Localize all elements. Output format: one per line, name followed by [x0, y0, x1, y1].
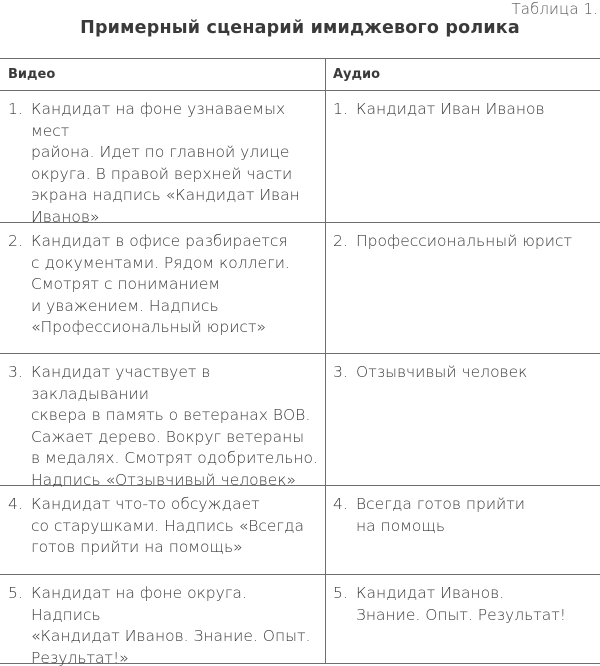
video-item-number: 4.	[8, 495, 23, 513]
video-item-text: Кандидат что-то обсуждает со старушками. Надпись «Всегда готов прийти на помощь»	[31, 495, 305, 556]
table-row	[0, 486, 600, 575]
video-cell	[0, 486, 326, 574]
header-cell-video	[0, 59, 326, 90]
video-item-number: 3.	[8, 363, 23, 381]
audio-item-number: 5.	[333, 584, 348, 602]
audio-item-number: 1.	[333, 100, 348, 118]
table-title: Примерный сценарий имиджевого ролика	[80, 18, 520, 38]
video-item-text: Кандидат в офисе разбирается с документами. Рядом коллеги. Смотрят с пониманием и уважением. Надпись «Профессиональный юрист»	[31, 232, 290, 336]
table-header-row	[0, 59, 600, 91]
header-audio-label: Аудио	[333, 67, 381, 82]
table-number-label: Таблица 1.	[511, 0, 598, 18]
audio-item-text: Всегда готов прийти на помощь	[356, 495, 525, 535]
table-row	[0, 91, 600, 226]
header-cell-audio	[326, 59, 600, 90]
table-row	[0, 575, 600, 664]
audio-item-text: Кандидат Иван Иванов	[356, 100, 545, 118]
audio-item-text: Отзывчивый человек	[356, 363, 528, 381]
audio-item-number: 3.	[333, 363, 348, 381]
audio-cell	[326, 575, 600, 664]
script-table	[0, 58, 600, 664]
video-item-text: Кандидат на фоне округа. Надпись «Кандидат Иванов. Знание. Опыт. Результат!»	[31, 584, 311, 666]
header-video-label: Видео	[8, 67, 56, 82]
video-cell	[0, 354, 326, 489]
audio-cell	[326, 223, 600, 353]
video-item-number: 2.	[8, 232, 23, 250]
video-item-text: Кандидат участвует в закладывании сквера в память о ветеранах ВОВ. Сажает дерево. Вокруг ветераны в медалях. Смотрят одобрительно. Надпись «Отзывчивый человек»	[31, 363, 318, 489]
audio-cell	[326, 91, 600, 222]
table-row	[0, 223, 600, 354]
video-item-number: 1.	[8, 100, 23, 118]
audio-item-text: Кандидат Иванов. Знание. Опыт. Результат!	[356, 584, 566, 624]
video-item-text: Кандидат на фоне узнаваемых мест района. Идет по главной улице округа. В правой верхней части экрана надпись «Кандидат Иван Иванов»	[31, 100, 300, 226]
table-row	[0, 354, 600, 489]
audio-item-number: 2.	[333, 232, 348, 250]
video-cell	[0, 575, 326, 664]
video-item-number: 5.	[8, 584, 23, 602]
video-cell	[0, 91, 326, 226]
audio-cell	[326, 354, 600, 485]
audio-cell	[326, 486, 600, 574]
audio-item-number: 4.	[333, 495, 348, 513]
audio-item-text: Профессиональный юрист	[356, 232, 572, 250]
video-cell	[0, 223, 326, 353]
